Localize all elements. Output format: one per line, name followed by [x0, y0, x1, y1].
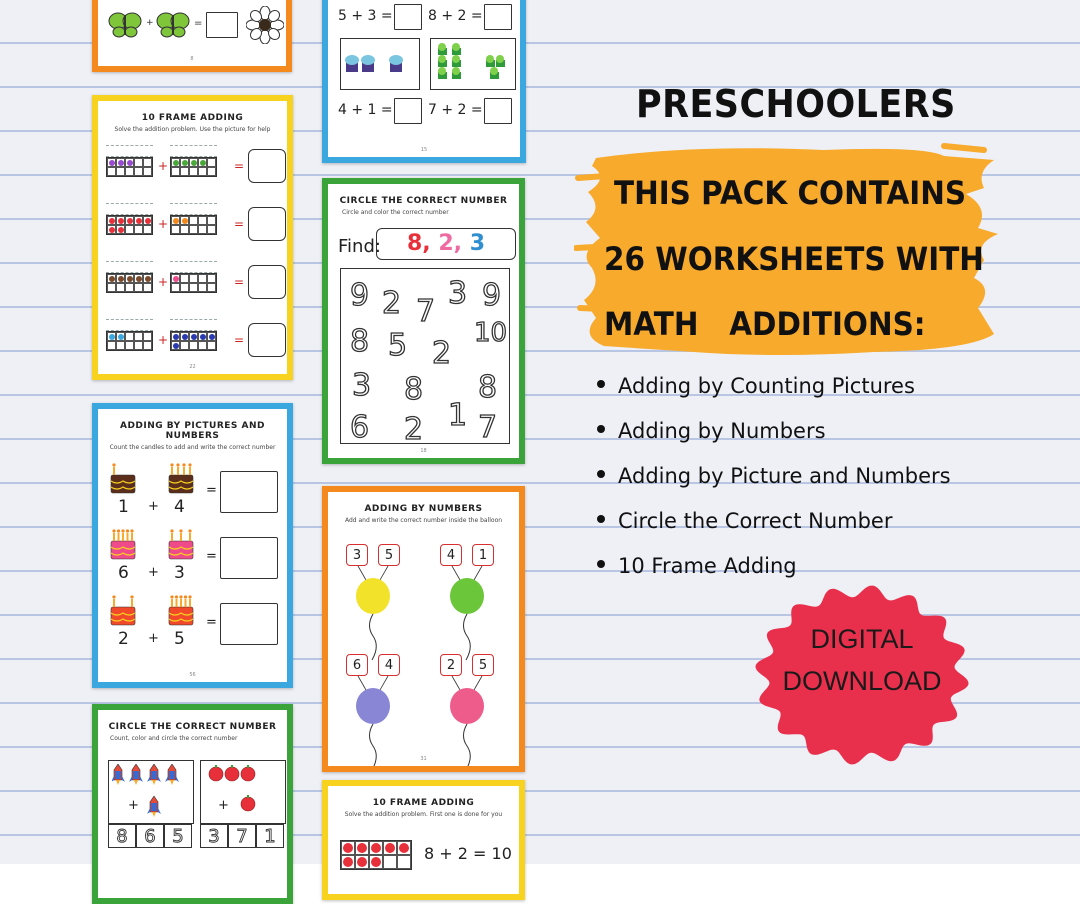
equation: 8 + 2 = 10 [424, 844, 512, 863]
worksheet-circle-count [92, 704, 293, 904]
plus-sign: + [158, 275, 169, 289]
page-number: 15 [420, 147, 428, 153]
balloon-icon [338, 564, 408, 664]
butterfly-icon [108, 12, 142, 38]
ten-frame [170, 273, 217, 293]
balloon-icon [432, 564, 502, 664]
cake-icon [166, 461, 196, 495]
ten-frame [170, 331, 217, 351]
number-choice[interactable]: 7 [478, 410, 498, 445]
feature-label: 10 Frame Adding [618, 554, 797, 578]
number-choice[interactable]: 7 [228, 824, 256, 848]
worksheet-instructions: Add and write the correct number inside the balloon [344, 517, 503, 524]
plus-sign: + [128, 798, 139, 813]
write-line[interactable] [170, 319, 217, 331]
page-number: 22 [189, 364, 196, 370]
cupcake-icon [344, 50, 408, 76]
number-choice[interactable]: 1 [256, 824, 284, 848]
number-choice[interactable]: 5 [164, 824, 192, 848]
ten-frame [106, 157, 153, 177]
worksheet-adding-by-numbers [322, 486, 525, 772]
number-choice[interactable]: 2 [404, 412, 424, 447]
worksheet-cupcake-partial [322, 0, 526, 163]
equation: 8 + 2 = [428, 8, 483, 24]
ten-frame [170, 157, 217, 177]
plus-sign: + [158, 217, 169, 231]
addend: 5 [174, 629, 185, 649]
number-choice[interactable]: 8 [350, 324, 370, 359]
answer-box[interactable] [248, 265, 286, 299]
feature-item [597, 419, 826, 443]
number-choice[interactable]: 3 [352, 368, 372, 403]
write-line[interactable] [106, 145, 153, 157]
feature-label: Adding by Counting Pictures [618, 374, 915, 398]
ten-frame [170, 215, 217, 235]
plus-sign: + [158, 333, 169, 347]
worksheet-title: CIRCLE THE CORRECT NUMBER [108, 722, 277, 732]
number-choice[interactable]: 1 [448, 398, 468, 433]
number-box: 4 [378, 654, 400, 676]
equals-sign: = [194, 18, 203, 29]
cake-icon [166, 527, 196, 561]
bullet-icon [597, 380, 605, 388]
number-choice[interactable]: 3 [200, 824, 228, 848]
answer-box[interactable] [220, 471, 278, 513]
worksheet-instructions: Circle and color the correct number [342, 209, 449, 216]
feature-item [597, 509, 892, 533]
feature-label: Circle the Correct Number [618, 509, 893, 533]
write-line[interactable] [106, 319, 153, 331]
number-choice[interactable]: 5 [388, 328, 408, 363]
number-choice[interactable]: 8 [108, 824, 136, 848]
plus-sign: + [148, 565, 159, 580]
target-number: 2, [438, 231, 463, 256]
page-number: 56 [189, 672, 196, 678]
ten-frame [106, 215, 153, 235]
number-box: 1 [472, 544, 494, 566]
write-line[interactable] [170, 203, 217, 215]
ten-frame [340, 840, 412, 870]
number-choice[interactable]: 6 [350, 410, 370, 445]
worksheet-title: 10 FRAME ADDING [141, 113, 244, 123]
pack-line-1: THIS PACK CONTAINS [614, 174, 967, 212]
plus-sign: + [158, 159, 169, 173]
feature-item [597, 374, 915, 398]
worksheet-butterfly-partial [92, 0, 292, 72]
page-number: 18 [420, 448, 427, 454]
answer-box[interactable] [484, 4, 512, 30]
page-heading: PRESCHOOLERS [636, 82, 956, 126]
find-label: Find: [338, 236, 381, 257]
equation: 4 + 1 = [338, 102, 393, 118]
cake-icon [108, 593, 138, 627]
number-choice[interactable]: 9 [350, 278, 370, 313]
cupcake-icon [434, 42, 510, 84]
write-line[interactable] [106, 203, 153, 215]
equals-sign: = [206, 483, 217, 498]
write-line[interactable] [170, 145, 217, 157]
equals-sign: = [234, 217, 245, 231]
answer-box[interactable] [394, 98, 422, 124]
cake-icon [108, 461, 138, 495]
worksheet-instructions: Count, color and circle the correct number [110, 735, 238, 742]
worksheet-title: 10 FRAME ADDING [372, 798, 475, 808]
answer-box[interactable] [248, 323, 286, 357]
number-choice[interactable]: 10 [474, 318, 508, 348]
number-box: 5 [378, 544, 400, 566]
number-choice[interactable]: 9 [482, 278, 502, 313]
cake-icon [166, 593, 196, 627]
number-box: 2 [440, 654, 462, 676]
equals-sign: = [234, 159, 245, 173]
equals-sign: = [234, 275, 245, 289]
answer-box[interactable] [206, 12, 238, 38]
answer-box[interactable] [394, 4, 422, 30]
flower-icon [246, 6, 284, 44]
worksheet-instructions: Solve the addition problem. Use the picture for help [114, 126, 271, 133]
plus-sign: + [146, 18, 154, 28]
equation: 7 + 2 = [428, 102, 483, 118]
number-box: 5 [472, 654, 494, 676]
number-choice[interactable]: 7 [416, 294, 436, 329]
answer-box[interactable] [248, 149, 286, 183]
plus-sign: + [148, 631, 159, 646]
equals-sign: = [206, 549, 217, 564]
butterfly-icon [156, 12, 190, 38]
equals-sign: = [234, 333, 245, 347]
answer-box[interactable] [220, 603, 278, 645]
apple-icon [204, 764, 280, 820]
number-box: 4 [440, 544, 462, 566]
bullet-icon [597, 470, 605, 478]
worksheet-title: ADDING BY PICTURES AND NUMBERS [120, 421, 265, 441]
feature-label: Adding by Numbers [618, 419, 826, 443]
rocket-icon [112, 764, 188, 820]
ten-frame [106, 331, 153, 351]
find-target-box [376, 228, 516, 260]
feature-label: Adding by Picture and Numbers [618, 464, 951, 488]
worksheet-instructions: Solve the addition problem. First one is done for you [344, 811, 503, 818]
write-line[interactable] [170, 261, 217, 273]
ten-frame [106, 273, 153, 293]
addend: 3 [174, 563, 185, 583]
number-choice[interactable]: 3 [448, 276, 468, 311]
number-box: 3 [346, 544, 368, 566]
worksheet-instructions: Count the candles to add and write the correct number [109, 444, 276, 451]
number-choice[interactable]: 8 [404, 372, 424, 407]
number-choice[interactable]: 8 [478, 370, 498, 405]
target-number: 3 [469, 231, 485, 256]
addend: 4 [174, 497, 185, 517]
addend: 6 [118, 563, 129, 583]
feature-item [597, 554, 797, 578]
worksheet-10-frame-adding-2 [322, 780, 525, 900]
bullet-icon [597, 560, 605, 568]
bullet-icon [597, 515, 605, 523]
badge-text-line-1: DIGITAL [810, 624, 914, 654]
worksheet-pictures-and-numbers [92, 403, 293, 688]
bullet-icon [597, 425, 605, 433]
badge-text-line-2: DOWNLOAD [782, 666, 942, 696]
pack-line-2: 26 WORKSHEETS WITH [604, 240, 984, 278]
target-number: 8, [407, 231, 431, 256]
addend: 1 [118, 497, 129, 517]
plus-sign: + [148, 499, 159, 514]
page-number: 31 [420, 756, 427, 762]
page-number: 8 [190, 56, 194, 62]
number-box: 6 [346, 654, 368, 676]
worksheet-circle-find [322, 178, 525, 464]
equals-sign: = [206, 615, 217, 630]
plus-sign: + [218, 798, 229, 813]
answer-box[interactable] [220, 537, 278, 579]
number-choice[interactable]: 2 [382, 286, 402, 321]
worksheet-title: ADDING BY NUMBERS [364, 504, 483, 514]
cake-icon [108, 527, 138, 561]
answer-box[interactable] [248, 207, 286, 241]
feature-item [597, 464, 951, 488]
number-choice[interactable]: 2 [432, 336, 452, 371]
worksheet-10-frame-adding [92, 95, 293, 380]
worksheet-title: CIRCLE THE CORRECT NUMBER [339, 196, 508, 206]
number-choice[interactable]: 6 [136, 824, 164, 848]
answer-box[interactable] [484, 98, 512, 124]
addend: 2 [118, 629, 129, 649]
equation: 5 + 3 = [338, 8, 393, 24]
write-line[interactable] [106, 261, 153, 273]
pack-line-3: MATH ADDITIONS: [604, 305, 926, 343]
